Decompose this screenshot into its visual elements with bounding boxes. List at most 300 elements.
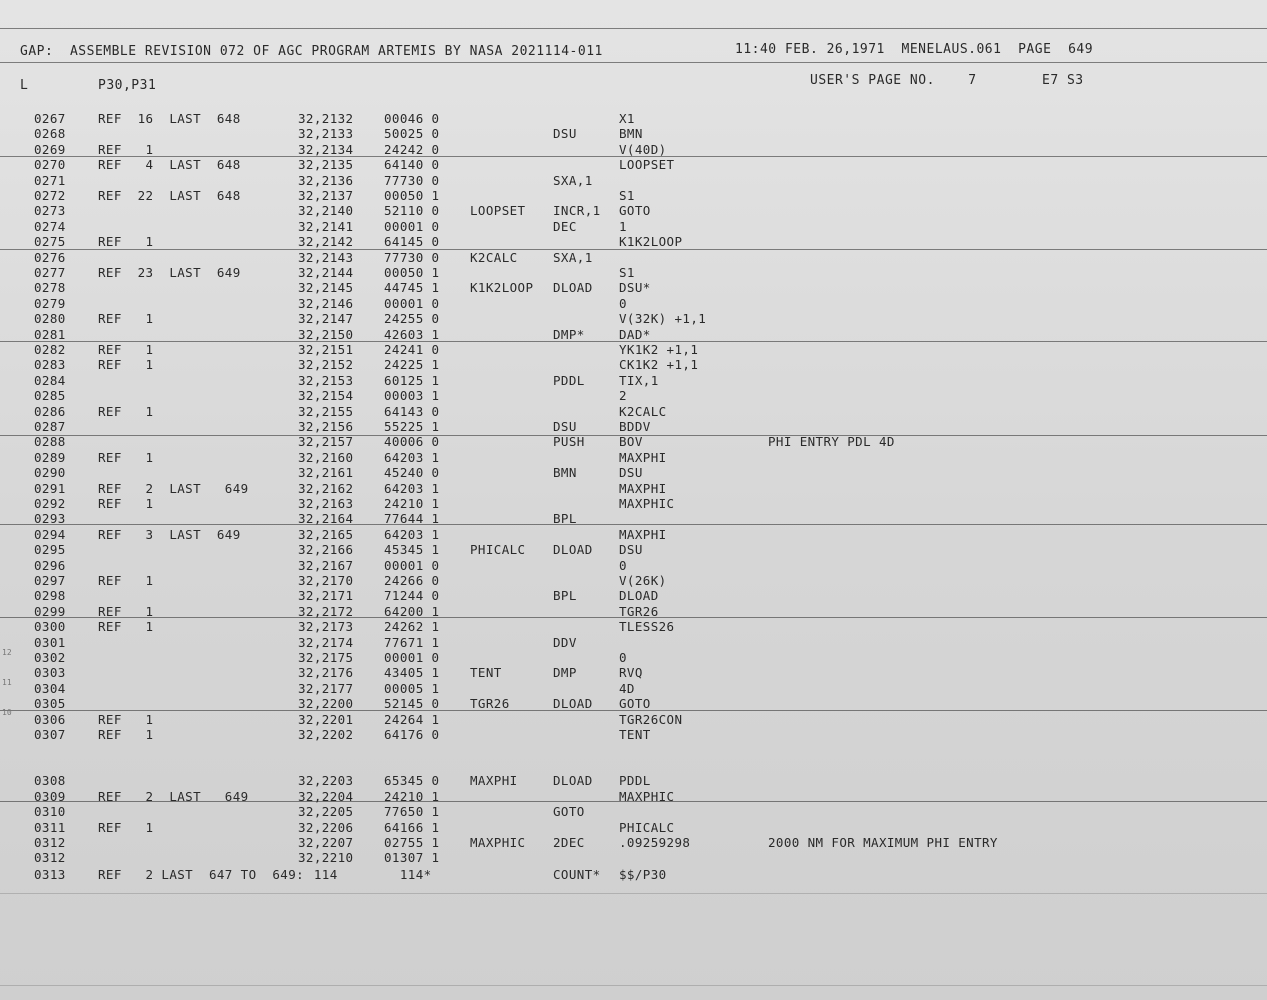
octal-word: 45345 1 <box>384 542 440 557</box>
line-number: 0274 <box>34 219 66 234</box>
opcode: BMN <box>553 465 577 480</box>
memory-address: 32,2157 <box>298 434 354 449</box>
symbol-label: LOOPSET <box>470 203 526 218</box>
line-number: 0305 <box>34 696 66 711</box>
reference-info: REF 16 LAST 648 <box>98 111 241 126</box>
octal-word: 64145 0 <box>384 234 440 249</box>
memory-address: 32,2143 <box>298 250 354 265</box>
operand: PHICALC <box>619 820 675 835</box>
line-number: 0280 <box>34 311 66 326</box>
operand: K1K2LOOP <box>619 234 683 249</box>
operand: TGR26CON <box>619 712 683 727</box>
reference-info: REF 1 <box>98 619 154 634</box>
line-number: 0284 <box>34 373 66 388</box>
listing-row <box>0 265 1267 280</box>
symbol-label: TENT <box>470 665 502 680</box>
memory-address: 32,2205 <box>298 804 354 819</box>
octal-word: 42603 1 <box>384 327 440 342</box>
memory-address: 32,2207 <box>298 835 354 850</box>
memory-address: 32,2175 <box>298 650 354 665</box>
listing-row <box>0 250 1267 265</box>
symbol-label: MAXPHIC <box>470 835 526 850</box>
memory-address: 32,2165 <box>298 527 354 542</box>
memory-address: 32,2153 <box>298 373 354 388</box>
listing-row <box>0 280 1267 295</box>
operand: 0 <box>619 650 627 665</box>
listing-row <box>0 867 1267 882</box>
symbol-label: K2CALC <box>470 250 518 265</box>
memory-address: 32,2176 <box>298 665 354 680</box>
operand: TGR26 <box>619 604 659 619</box>
operand: V(26K) <box>619 573 667 588</box>
opcode: DLOAD <box>553 696 593 711</box>
octal-word: 45240 0 <box>384 465 440 480</box>
listing-row <box>0 850 1267 865</box>
octal-word: 55225 1 <box>384 419 440 434</box>
operand: DAD* <box>619 327 651 342</box>
opcode: GOTO <box>553 804 585 819</box>
listing-row <box>0 327 1267 342</box>
listing-row <box>0 558 1267 573</box>
page-rule <box>0 985 1267 986</box>
operand: $$/P30 <box>619 867 667 882</box>
octal-word: 64166 1 <box>384 820 440 835</box>
comment: 2000 NM FOR MAXIMUM PHI ENTRY <box>768 835 998 850</box>
memory-address: 32,2141 <box>298 219 354 234</box>
line-number: 0276 <box>34 250 66 265</box>
assembly-title: GAP: ASSEMBLE REVISION 072 OF AGC PROGRAM ARTEMIS BY NASA 2021114-011 <box>20 44 603 59</box>
octal-word: 00046 0 <box>384 111 440 126</box>
octal-word: 64176 0 <box>384 727 440 742</box>
listing-row <box>0 511 1267 526</box>
operand: MAXPHIC <box>619 496 675 511</box>
octal-word: 77671 1 <box>384 635 440 650</box>
octal-word: 24241 0 <box>384 342 440 357</box>
timestamp-page: 11:40 FEB. 26,1971 MENELAUS.061 PAGE 649 <box>735 42 1094 57</box>
operand: BOV <box>619 434 643 449</box>
memory-address: 32,2135 <box>298 157 354 172</box>
octal-word: 24266 0 <box>384 573 440 588</box>
octal-word: 52110 0 <box>384 203 440 218</box>
line-number: 0277 <box>34 265 66 280</box>
octal-word: 64203 1 <box>384 450 440 465</box>
memory-address: 32,2154 <box>298 388 354 403</box>
memory-address: 32,2140 <box>298 203 354 218</box>
operand: BDDV <box>619 419 651 434</box>
operand: BMN <box>619 126 643 141</box>
listing-row <box>0 173 1267 188</box>
listing-row <box>0 665 1267 680</box>
line-number: 0308 <box>34 773 66 788</box>
line-number: 0283 <box>34 357 66 372</box>
reference-info: REF 1 <box>98 357 154 372</box>
opcode: DSU <box>553 419 577 434</box>
operand: 0 <box>619 558 627 573</box>
memory-address: 32,2174 <box>298 635 354 650</box>
listing-row <box>0 465 1267 480</box>
operand: 4D <box>619 681 635 696</box>
octal-word: 24225 1 <box>384 357 440 372</box>
listing-row <box>0 696 1267 711</box>
operand: PDDL <box>619 773 651 788</box>
symbol-label: MAXPHI <box>470 773 518 788</box>
memory-address: 32,2134 <box>298 142 354 157</box>
opcode: SXA,1 <box>553 250 593 265</box>
line-number: 0271 <box>34 173 66 188</box>
memory-address: 32,2171 <box>298 588 354 603</box>
reference-info: REF 2 LAST 647 TO 649: <box>98 867 305 882</box>
line-number: 0291 <box>34 481 66 496</box>
reference-info: REF 1 <box>98 604 154 619</box>
memory-address: 32,2202 <box>298 727 354 742</box>
line-number: 0268 <box>34 126 66 141</box>
octal-word: 24264 1 <box>384 712 440 727</box>
line-number: 0298 <box>34 588 66 603</box>
octal-word: 00001 0 <box>384 650 440 665</box>
line-number: 0290 <box>34 465 66 480</box>
listing-row <box>0 635 1267 650</box>
operand: YK1K2 +1,1 <box>619 342 699 357</box>
section-name: P30,P31 <box>98 78 157 93</box>
line-number: 0292 <box>34 496 66 511</box>
opcode: COUNT* <box>553 867 601 882</box>
operand: DSU* <box>619 280 651 295</box>
reference-info: REF 1 <box>98 142 154 157</box>
listing-row <box>0 357 1267 372</box>
octal-word: 114* <box>384 867 432 882</box>
line-number: 0311 <box>34 820 66 835</box>
line-number: 0270 <box>34 157 66 172</box>
listing-row <box>0 373 1267 388</box>
octal-word: 01307 1 <box>384 850 440 865</box>
octal-word: 02755 1 <box>384 835 440 850</box>
line-number: 0303 <box>34 665 66 680</box>
memory-address: 32,2203 <box>298 773 354 788</box>
memory-address: 32,2164 <box>298 511 354 526</box>
memory-address: 32,2145 <box>298 280 354 295</box>
memory-address: 32,2152 <box>298 357 354 372</box>
line-number: 0312 <box>34 835 66 850</box>
operand: CK1K2 +1,1 <box>619 357 699 372</box>
listing-row <box>0 773 1267 788</box>
listing-row <box>0 481 1267 496</box>
margin-mark: 11 <box>2 678 12 687</box>
line-number: 0304 <box>34 681 66 696</box>
line-number: 0300 <box>34 619 66 634</box>
listing-row <box>0 296 1267 311</box>
line-number: 0286 <box>34 404 66 419</box>
operand: GOTO <box>619 203 651 218</box>
opcode: DSU <box>553 126 577 141</box>
reference-info: REF 4 LAST 648 <box>98 157 241 172</box>
octal-word: 00001 0 <box>384 558 440 573</box>
operand: X1 <box>619 111 635 126</box>
line-number: 0275 <box>34 234 66 249</box>
operand: V(40D) <box>619 142 667 157</box>
reference-info: REF 23 LAST 649 <box>98 265 241 280</box>
octal-word: 00005 1 <box>384 681 440 696</box>
memory-address: 32,2147 <box>298 311 354 326</box>
line-number: 0272 <box>34 188 66 203</box>
listing-flag: L <box>20 78 29 93</box>
line-number: 0299 <box>34 604 66 619</box>
listing-row <box>0 789 1267 804</box>
page-rule <box>0 28 1267 29</box>
listing-row <box>0 727 1267 742</box>
listing-row <box>0 712 1267 727</box>
listing-row <box>0 142 1267 157</box>
bank-code: E7 S3 <box>1042 73 1084 88</box>
listing-row <box>0 111 1267 126</box>
octal-word: 00003 1 <box>384 388 440 403</box>
reference-info: REF 1 <box>98 311 154 326</box>
user-page-number: USER'S PAGE NO. 7 <box>810 73 977 88</box>
listing-row <box>0 496 1267 511</box>
memory-address: 32,2173 <box>298 619 354 634</box>
operand: S1 <box>619 188 635 203</box>
listing-row <box>0 450 1267 465</box>
reference-info: REF 1 <box>98 342 154 357</box>
opcode: SXA,1 <box>553 173 593 188</box>
octal-word: 77644 1 <box>384 511 440 526</box>
listing-row <box>0 650 1267 665</box>
operand: GOTO <box>619 696 651 711</box>
octal-word: 50025 0 <box>384 126 440 141</box>
memory-address: 32,2172 <box>298 604 354 619</box>
octal-word: 71244 0 <box>384 588 440 603</box>
operand: TIX,1 <box>619 373 659 388</box>
reference-info: REF 3 LAST 649 <box>98 527 241 542</box>
listing-row <box>0 419 1267 434</box>
operand: TLESS26 <box>619 619 675 634</box>
octal-word: 24262 1 <box>384 619 440 634</box>
line-number: 0267 <box>34 111 66 126</box>
memory-address: 32,2142 <box>298 234 354 249</box>
operand: MAXPHIC <box>619 789 675 804</box>
opcode: DEC <box>553 219 577 234</box>
memory-address: 32,2150 <box>298 327 354 342</box>
memory-address: 32,2161 <box>298 465 354 480</box>
symbol-label: K1K2LOOP <box>470 280 534 295</box>
octal-word: 64203 1 <box>384 481 440 496</box>
line-number: 0288 <box>34 434 66 449</box>
operand: MAXPHI <box>619 481 667 496</box>
memory-address: 32,2156 <box>298 419 354 434</box>
opcode: DDV <box>553 635 577 650</box>
reference-info: REF 22 LAST 648 <box>98 188 241 203</box>
octal-word: 64143 0 <box>384 404 440 419</box>
listing-row <box>0 188 1267 203</box>
octal-word: 00001 0 <box>384 296 440 311</box>
listing-row <box>0 434 1267 449</box>
memory-address: 32,2137 <box>298 188 354 203</box>
line-number: 0295 <box>34 542 66 557</box>
memory-address: 32,2204 <box>298 789 354 804</box>
octal-word: 00001 0 <box>384 219 440 234</box>
reference-info: REF 2 LAST 649 <box>98 481 249 496</box>
octal-word: 64203 1 <box>384 527 440 542</box>
reference-info: REF 1 <box>98 496 154 511</box>
memory-address: 32,2163 <box>298 496 354 511</box>
listing-row <box>0 619 1267 634</box>
reference-info: REF 1 <box>98 820 154 835</box>
operand: LOOPSET <box>619 157 675 172</box>
operand: MAXPHI <box>619 450 667 465</box>
listing-row <box>0 219 1267 234</box>
octal-word: 24210 1 <box>384 496 440 511</box>
listing-row <box>0 588 1267 603</box>
listing-row <box>0 404 1267 419</box>
opcode: PUSH <box>553 434 585 449</box>
operand: RVQ <box>619 665 643 680</box>
line-number: 0293 <box>34 511 66 526</box>
operand: DSU <box>619 465 643 480</box>
listing-row <box>0 234 1267 249</box>
octal-word: 64140 0 <box>384 157 440 172</box>
memory-address: 32,2201 <box>298 712 354 727</box>
listing-row <box>0 573 1267 588</box>
memory-address: 32,2177 <box>298 681 354 696</box>
memory-address: 32,2151 <box>298 342 354 357</box>
memory-address: 32,2170 <box>298 573 354 588</box>
memory-address: 32,2206 <box>298 820 354 835</box>
memory-address: 32,2160 <box>298 450 354 465</box>
octal-word: 00050 1 <box>384 188 440 203</box>
margin-mark: 12 <box>2 648 12 657</box>
memory-address: 32,2133 <box>298 126 354 141</box>
memory-address: 32,2144 <box>298 265 354 280</box>
listing-row <box>0 311 1267 326</box>
line-number: 0312 <box>34 850 66 865</box>
memory-address: 32,2162 <box>298 481 354 496</box>
line-number: 0309 <box>34 789 66 804</box>
opcode: DLOAD <box>553 280 593 295</box>
listing-row <box>0 604 1267 619</box>
opcode: BPL <box>553 588 577 603</box>
listing-row <box>0 157 1267 172</box>
octal-word: 40006 0 <box>384 434 440 449</box>
page-rule <box>0 893 1267 894</box>
symbol-label: TGR26 <box>470 696 510 711</box>
memory-address: 32,2200 <box>298 696 354 711</box>
listing-row <box>0 126 1267 141</box>
octal-word: 52145 0 <box>384 696 440 711</box>
operand: V(32K) +1,1 <box>619 311 707 326</box>
opcode: INCR,1 <box>553 203 601 218</box>
comment: PHI ENTRY PDL 4D <box>768 434 895 449</box>
octal-word: 64200 1 <box>384 604 440 619</box>
operand: 2 <box>619 388 627 403</box>
opcode: DMP <box>553 665 577 680</box>
memory-address: 114 <box>298 867 338 882</box>
line-number: 0296 <box>34 558 66 573</box>
memory-address: 32,2210 <box>298 850 354 865</box>
octal-word: 24242 0 <box>384 142 440 157</box>
listing-row <box>0 542 1267 557</box>
operand: DLOAD <box>619 588 659 603</box>
memory-address: 32,2166 <box>298 542 354 557</box>
line-number: 0287 <box>34 419 66 434</box>
line-number: 0306 <box>34 712 66 727</box>
operand: K2CALC <box>619 404 667 419</box>
listing-row <box>0 681 1267 696</box>
reference-info: REF 1 <box>98 450 154 465</box>
listing-row <box>0 804 1267 819</box>
memory-address: 32,2132 <box>298 111 354 126</box>
line-number: 0289 <box>34 450 66 465</box>
operand: TENT <box>619 727 651 742</box>
line-number: 0278 <box>34 280 66 295</box>
memory-address: 32,2136 <box>298 173 354 188</box>
line-number: 0285 <box>34 388 66 403</box>
opcode: PDDL <box>553 373 585 388</box>
octal-word: 60125 1 <box>384 373 440 388</box>
listing-row <box>0 820 1267 835</box>
line-number: 0282 <box>34 342 66 357</box>
operand: 1 <box>619 219 627 234</box>
listing-row <box>0 835 1267 850</box>
octal-word: 65345 0 <box>384 773 440 788</box>
line-number: 0310 <box>34 804 66 819</box>
opcode: DLOAD <box>553 542 593 557</box>
opcode: 2DEC <box>553 835 585 850</box>
octal-word: 43405 1 <box>384 665 440 680</box>
line-number: 0313 <box>34 867 66 882</box>
reference-info: REF 1 <box>98 712 154 727</box>
line-number: 0297 <box>34 573 66 588</box>
octal-word: 24255 0 <box>384 311 440 326</box>
symbol-label: PHICALC <box>470 542 526 557</box>
line-number: 0302 <box>34 650 66 665</box>
opcode: DMP* <box>553 327 585 342</box>
octal-word: 77730 0 <box>384 250 440 265</box>
line-number: 0279 <box>34 296 66 311</box>
operand: DSU <box>619 542 643 557</box>
reference-info: REF 1 <box>98 404 154 419</box>
listing-row <box>0 342 1267 357</box>
listing-row <box>0 203 1267 218</box>
octal-word: 44745 1 <box>384 280 440 295</box>
memory-address: 32,2155 <box>298 404 354 419</box>
margin-mark: 10 <box>2 708 12 717</box>
line-number: 0273 <box>34 203 66 218</box>
operand: .09259298 <box>619 835 691 850</box>
operand: 0 <box>619 296 627 311</box>
listing-row <box>0 388 1267 403</box>
octal-word: 77730 0 <box>384 173 440 188</box>
reference-info: REF 1 <box>98 727 154 742</box>
memory-address: 32,2146 <box>298 296 354 311</box>
page-rule <box>0 62 1267 63</box>
line-number: 0269 <box>34 142 66 157</box>
memory-address: 32,2167 <box>298 558 354 573</box>
listing-row <box>0 527 1267 542</box>
opcode: BPL <box>553 511 577 526</box>
octal-word: 77650 1 <box>384 804 440 819</box>
line-number: 0294 <box>34 527 66 542</box>
reference-info: REF 1 <box>98 234 154 249</box>
line-number: 0301 <box>34 635 66 650</box>
octal-word: 00050 1 <box>384 265 440 280</box>
line-number: 0281 <box>34 327 66 342</box>
octal-word: 24210 1 <box>384 789 440 804</box>
operand: S1 <box>619 265 635 280</box>
reference-info: REF 2 LAST 649 <box>98 789 249 804</box>
line-number: 0307 <box>34 727 66 742</box>
operand: MAXPHI <box>619 527 667 542</box>
reference-info: REF 1 <box>98 573 154 588</box>
opcode: DLOAD <box>553 773 593 788</box>
